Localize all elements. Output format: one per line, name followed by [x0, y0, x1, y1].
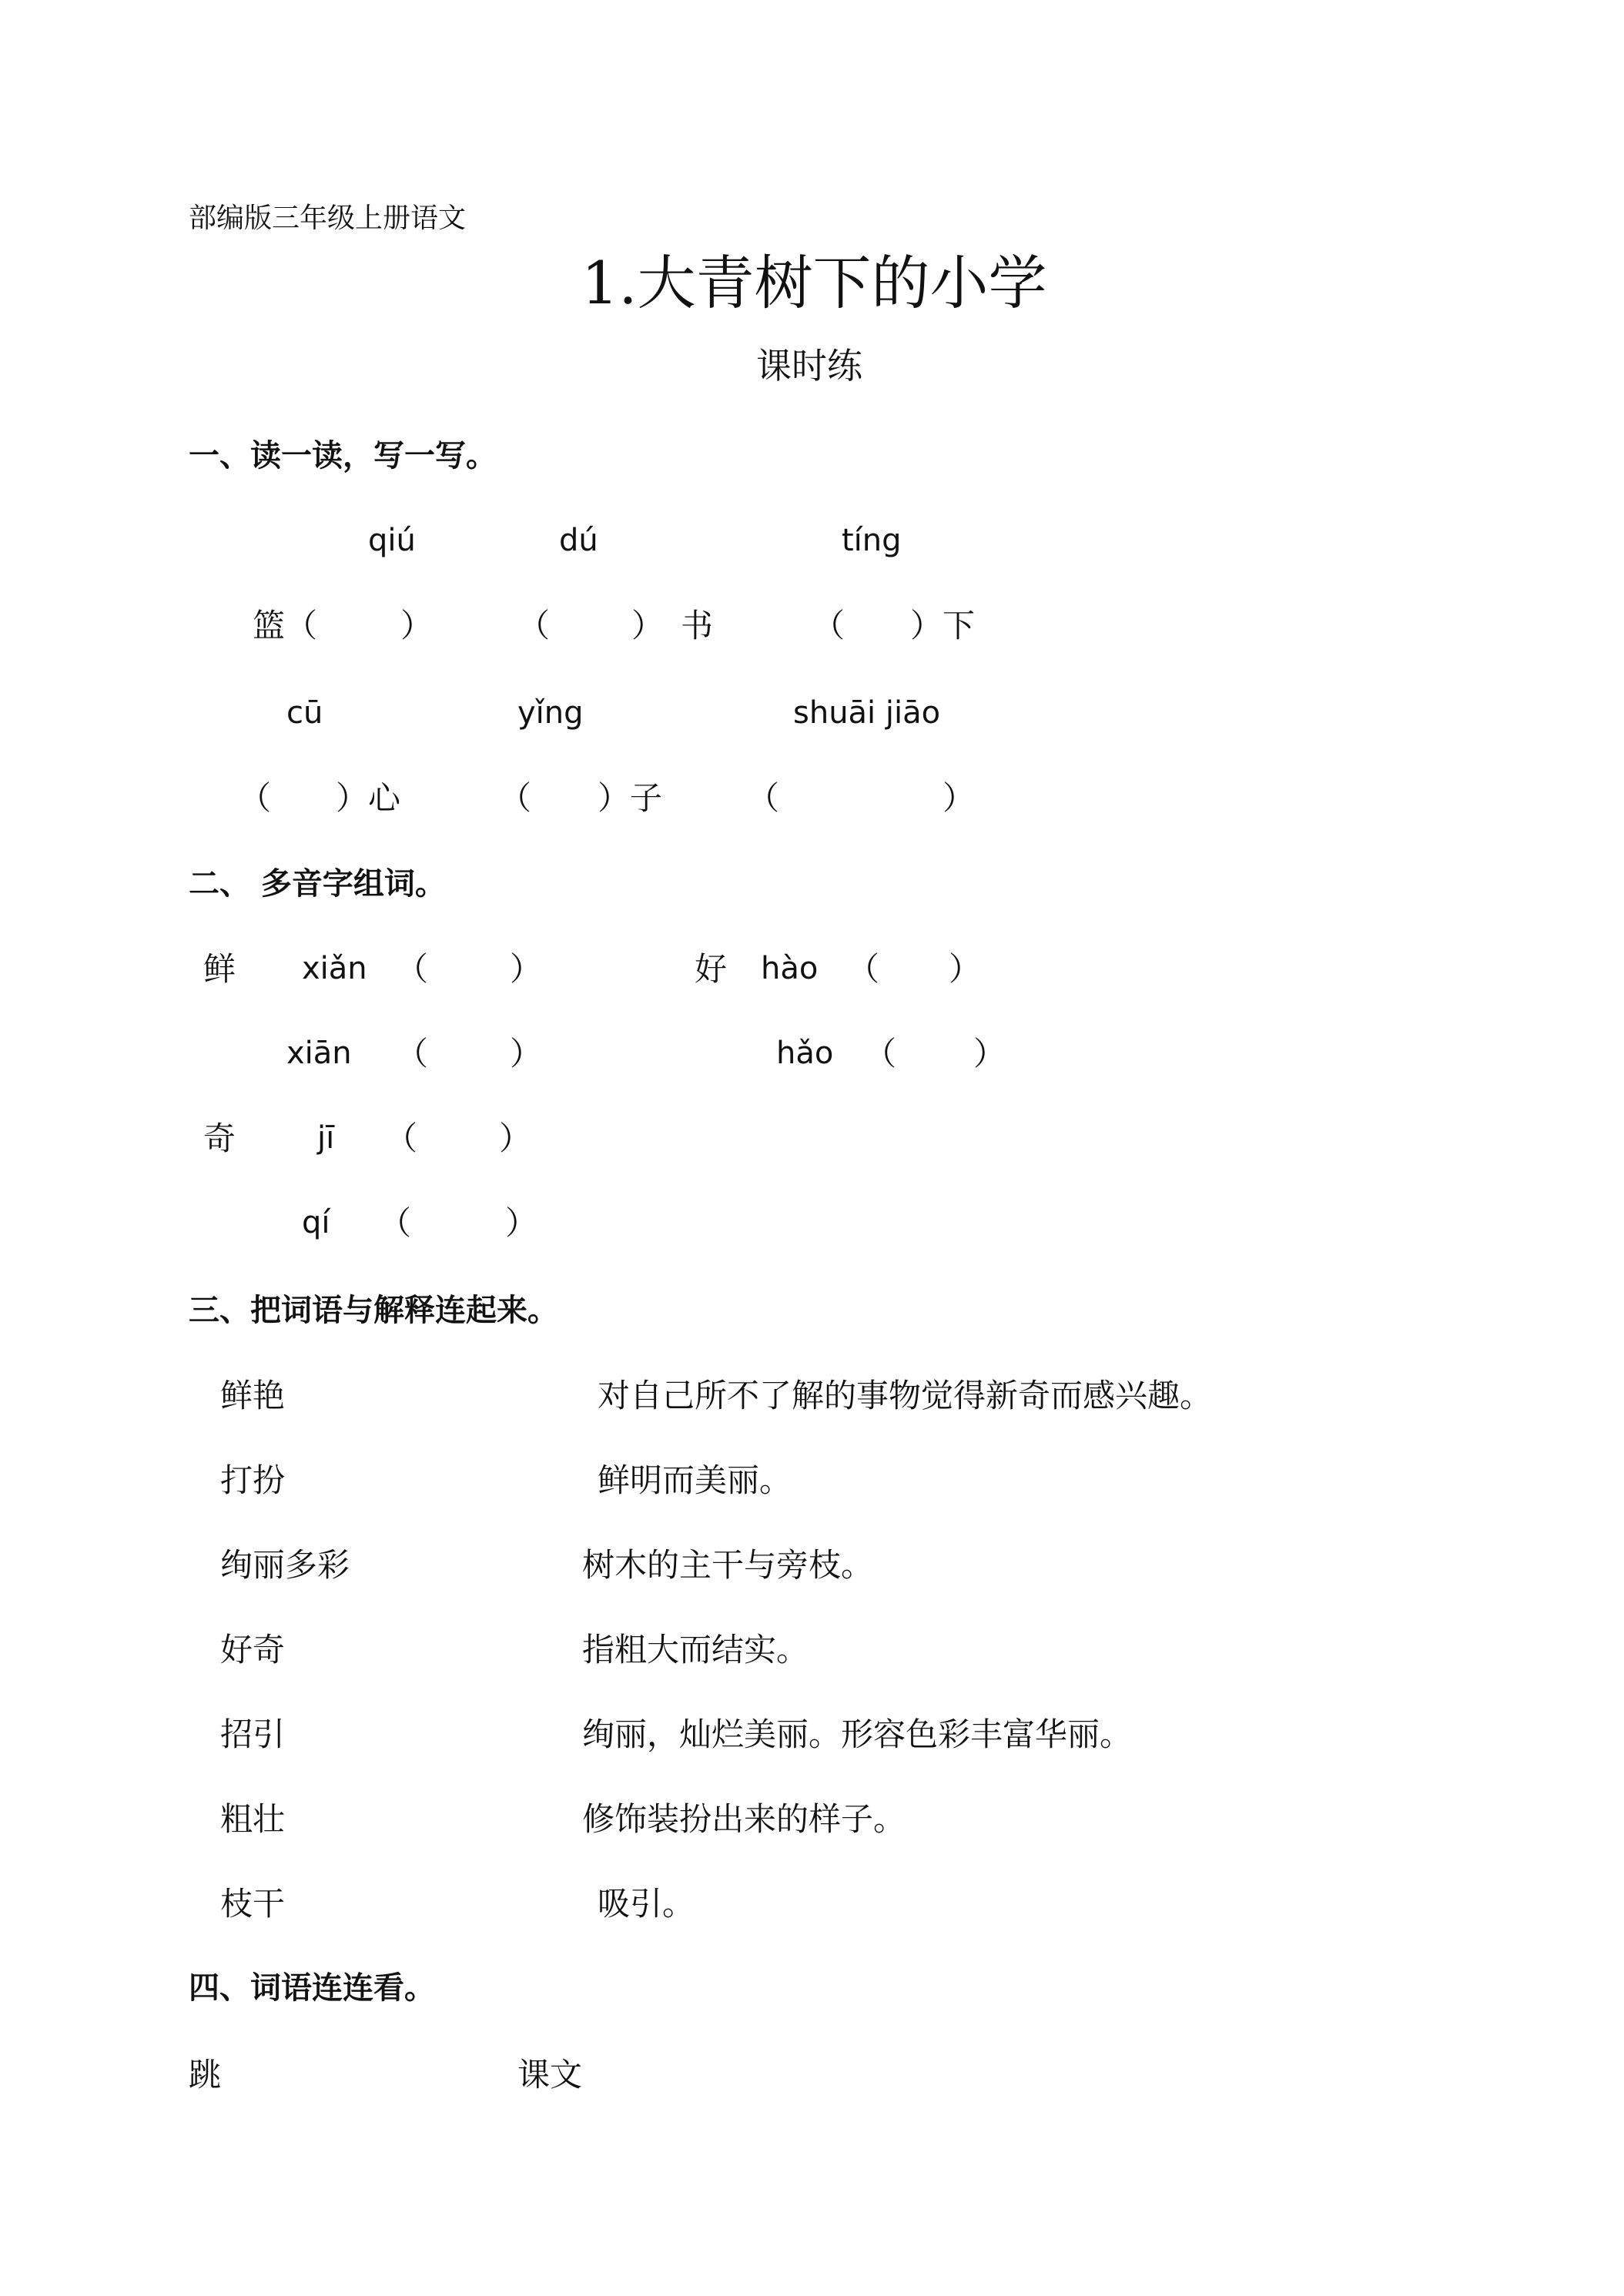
match-definition-3: 树木的主干与旁枝。	[582, 1546, 874, 1584]
blank-ying-open: （	[499, 779, 532, 817]
match-word-7: 枝干	[220, 1885, 286, 1923]
pinyin-qiu: qiú	[368, 523, 416, 558]
pinyin-ting: tíng	[842, 523, 902, 558]
blank-hao4-close: ）	[949, 950, 982, 988]
document-header: 部编版三年级上册语文	[189, 202, 467, 234]
pinyin-ji1: jī	[317, 1120, 335, 1156]
match-definition-6: 修饰装扮出来的样子。	[582, 1800, 906, 1838]
link-word-right: 课文	[517, 2056, 583, 2094]
pinyin-ying: yǐng	[517, 695, 584, 731]
blank-xian3-open: （	[396, 950, 429, 988]
section-4-heading: 四、词语连连看。	[189, 1970, 435, 2006]
blank-hao4-open: （	[847, 950, 880, 988]
blank-hao3-close: ）	[973, 1035, 1006, 1073]
section-2-heading: 二、 多音字组词。	[189, 866, 446, 902]
blank-ji1-close: ）	[499, 1120, 532, 1157]
blank-shu-close: ）	[631, 607, 665, 644]
blank-ying-close: ）子	[598, 779, 663, 817]
page-subtitle: 课时练	[756, 345, 862, 387]
blank-qi2-open: （	[379, 1204, 412, 1242]
pinyin-xian3: xiǎn	[302, 951, 367, 986]
blank-xian1-close: ）	[510, 1035, 543, 1073]
polyphone-xian: 鲜	[203, 950, 236, 988]
match-word-6: 粗壮	[220, 1800, 286, 1838]
match-definition-4: 指粗大而结实。	[582, 1631, 809, 1668]
page-title: 1.大青树下的小学	[581, 249, 1047, 317]
blank-xian3-close: ）	[510, 950, 543, 988]
match-word-2: 打扮	[220, 1461, 286, 1499]
pinyin-qi2: qí	[302, 1205, 330, 1240]
match-word-5: 招引	[220, 1715, 286, 1753]
blank-hao3-open: （	[864, 1035, 897, 1073]
link-word-left: 跳	[189, 2056, 222, 2094]
blank-lan-close: ）	[400, 607, 434, 644]
pinyin-hao3: hǎo	[776, 1036, 834, 1071]
section-1-heading: 一、读一读，写一写。	[189, 438, 497, 474]
match-definition-5: 绚丽，灿烂美丽。形容色彩丰富华丽。	[582, 1715, 1133, 1753]
blank-cu-open: （	[239, 779, 272, 817]
blank-ji1-open: （	[385, 1120, 418, 1157]
pinyin-du: dú	[559, 523, 598, 558]
blank-shuaijiao-open: （	[747, 779, 780, 817]
pinyin-shuai-jiao: shuāi jiāo	[793, 695, 941, 731]
pinyin-cu: cū	[286, 695, 323, 731]
section-3-heading: 三、把词语与解释连起来。	[189, 1293, 558, 1328]
blank-shuaijiao-close: ）	[943, 779, 976, 817]
blank-shu-open: （	[517, 607, 551, 644]
polyphone-hao: 好	[695, 950, 728, 988]
blank-xian1-open: （	[396, 1035, 429, 1073]
word-shu: 书	[681, 607, 714, 644]
match-definition-1: 对自己所不了解的事物觉得新奇而感兴趣。	[598, 1377, 1213, 1414]
blank-ting-open: （	[812, 607, 845, 644]
blank-cu-close: ）心	[336, 779, 401, 817]
match-word-3: 绚丽多彩	[220, 1546, 350, 1584]
blank-qi2-close: ）	[505, 1204, 538, 1242]
blank-lan-open: 篮（	[253, 607, 318, 644]
match-definition-7: 吸引。	[598, 1885, 695, 1923]
match-word-1: 鲜艳	[220, 1377, 286, 1414]
match-word-4: 好奇	[220, 1631, 286, 1668]
match-definition-2: 鲜明而美丽。	[598, 1461, 792, 1499]
polyphone-qi: 奇	[203, 1120, 236, 1157]
pinyin-hao4: hào	[761, 951, 819, 986]
blank-ting-close: ）下	[910, 607, 976, 644]
pinyin-xian1: xiān	[286, 1036, 352, 1071]
